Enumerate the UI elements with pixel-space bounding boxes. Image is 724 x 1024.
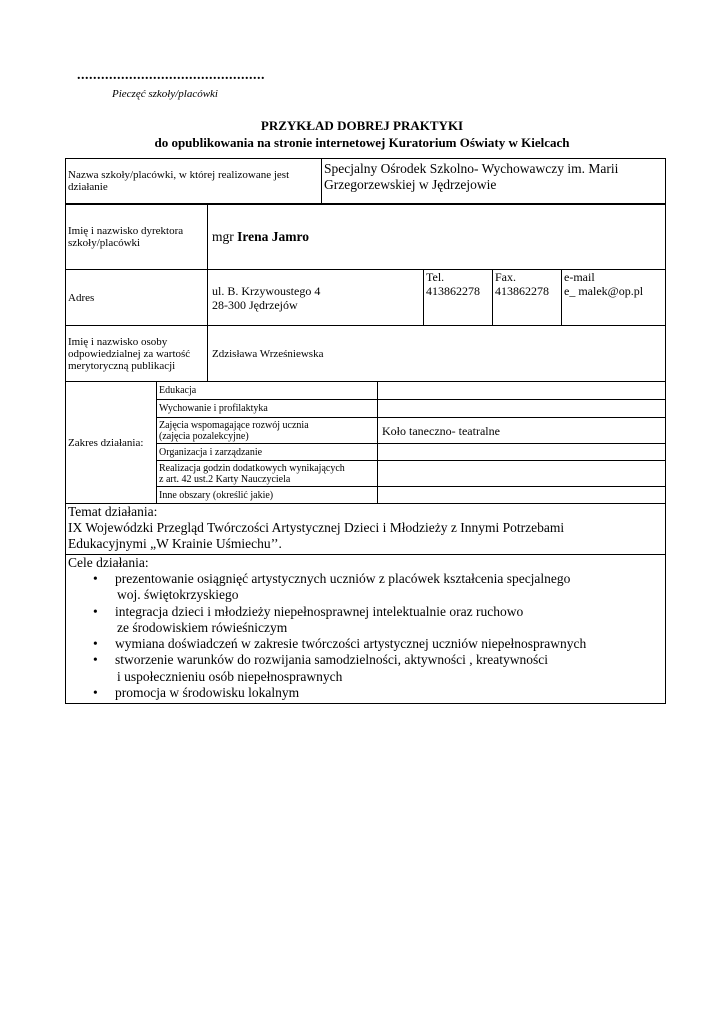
- goal-line1: prezentowanie osiągnięć artystycznych uczniów z placówek kształcenia specjalnego: [115, 571, 571, 586]
- goal-line2: ze środowiskiem rówieśniczym: [117, 619, 288, 635]
- goal-line1: integracja dzieci i młodzieży niepełnosprawnej intelektualnie oraz ruchowo: [115, 603, 524, 619]
- tel-label: Tel.: [426, 270, 445, 284]
- bullet-icon: •: [93, 603, 98, 619]
- scope-item-label-line2: (zajęcia pozalekcyjne): [159, 430, 249, 442]
- school-name-line1: Specjalny Ośrodek Szkolno- Wychowawczy im. Marii: [324, 161, 619, 176]
- address-label: Adres: [66, 270, 208, 326]
- responsible-label: Imię i nazwisko osoby odpowiedzialnej za wartość merytoryczną publikacji: [66, 326, 208, 382]
- scope-item-label: Organizacja i zarządzanie: [157, 444, 378, 461]
- tel-value: 413862278: [426, 284, 480, 298]
- responsible-value: Zdzisława Wrześniewska: [208, 326, 666, 382]
- topic-cell: [66, 504, 666, 555]
- scope-item-label-line1: Zajęcia wspomagające rozwój ucznia: [159, 419, 309, 431]
- fax-label: Fax.: [495, 270, 516, 284]
- goal-item: [68, 604, 665, 637]
- topic-line2: Edukacyjnymi „W Krainie Uśmiechu’’.: [68, 536, 282, 551]
- document-title: PRZYKŁAD DOBREJ PRAKTYKI: [260, 118, 464, 133]
- fax-value: 413862278: [495, 284, 549, 298]
- topic-line1: IX Wojewódzki Przegląd Twórczości Artystycznej Dzieci i Młodzieży z Innymi Potrzebami: [68, 520, 565, 535]
- scope-item-label: Inne obszary (określić jakie): [157, 487, 378, 504]
- director-label: Imię i nazwisko dyrektora szkoły/placówki: [66, 205, 208, 270]
- goals-label: Cele działania:: [68, 555, 149, 570]
- email-cell: [562, 270, 666, 326]
- school-name-table: [65, 158, 666, 204]
- goal-item: [68, 685, 665, 701]
- school-name-line2: Grzegorzewskiej w Jędrzejowie: [324, 177, 497, 192]
- bullet-icon: •: [93, 652, 98, 668]
- scope-item-value: [378, 400, 666, 418]
- goal-line1: wymiana doświadczeń w zakresie twórczości artystycznej uczniów niepełnosprawnych: [115, 636, 587, 652]
- goal-item: [68, 571, 665, 604]
- stamp-caption: Pieczęć szkoły/placówki: [112, 88, 218, 100]
- goal-line2: woj. świętokrzyskiego: [117, 587, 239, 603]
- goal-item: [68, 636, 665, 652]
- scope-item-label: [157, 418, 378, 444]
- scope-item-label: Wychowanie i profilaktyka: [157, 400, 378, 418]
- scope-item-value: Koło taneczno- teatralne: [378, 418, 666, 444]
- document-subtitle: do opublikowania na stronie internetowej Kuratorium Oświaty w Kielcach: [154, 135, 570, 150]
- bullet-icon: •: [93, 685, 98, 701]
- goals-list: [68, 571, 665, 703]
- director-name: Irena Jamro: [237, 229, 309, 244]
- scope-item-value: [378, 487, 666, 504]
- goal-line2: i uspołecznieniu osób niepełnosprawnych: [117, 668, 343, 684]
- bullet-icon: •: [93, 571, 98, 586]
- director-value: [208, 205, 666, 270]
- address-city: 28-300 Jędrzejów: [212, 297, 298, 312]
- scope-item-value: [378, 444, 666, 461]
- address-street: ul. B. Krzywoustego 4: [212, 283, 321, 298]
- topic-goals-table: [65, 503, 666, 704]
- school-name-label: Nazwa szkoły/placówki, w której realizowane jest działanie: [66, 159, 322, 204]
- scope-item-label-line1: Realizacja godzin dodatkowych wynikających: [159, 462, 345, 474]
- goal-item: [68, 652, 665, 685]
- scope-item-value: [378, 382, 666, 400]
- email-label: e-mail: [564, 270, 595, 284]
- stamp-dotted-line: ...............................................: [77, 68, 265, 83]
- bullet-icon: •: [93, 636, 98, 652]
- goal-line1: promocja w środowisku lokalnym: [115, 685, 300, 701]
- school-name-value: [322, 159, 666, 204]
- fax-cell: [493, 270, 562, 326]
- topic-label: Temat działania:: [68, 504, 158, 519]
- scope-label: Zakres działania:: [66, 382, 157, 504]
- goal-line1: stworzenie warunków do rozwijania samodzielności, aktywności , kreatywności: [115, 652, 549, 668]
- scope-item-value: [378, 461, 666, 487]
- scope-item-label: [157, 461, 378, 487]
- tel-cell: [424, 270, 493, 326]
- scope-table: [65, 381, 666, 504]
- director-prefix: mgr: [212, 229, 238, 244]
- goals-cell: [66, 555, 666, 704]
- scope-item-label: Edukacja: [157, 382, 378, 400]
- address-value: [208, 270, 424, 326]
- email-value: e_ malek@op.pl: [564, 284, 644, 298]
- details-table: [65, 204, 666, 382]
- scope-item-label-line2: z art. 42 ust.2 Karty Nauczyciela: [159, 473, 291, 485]
